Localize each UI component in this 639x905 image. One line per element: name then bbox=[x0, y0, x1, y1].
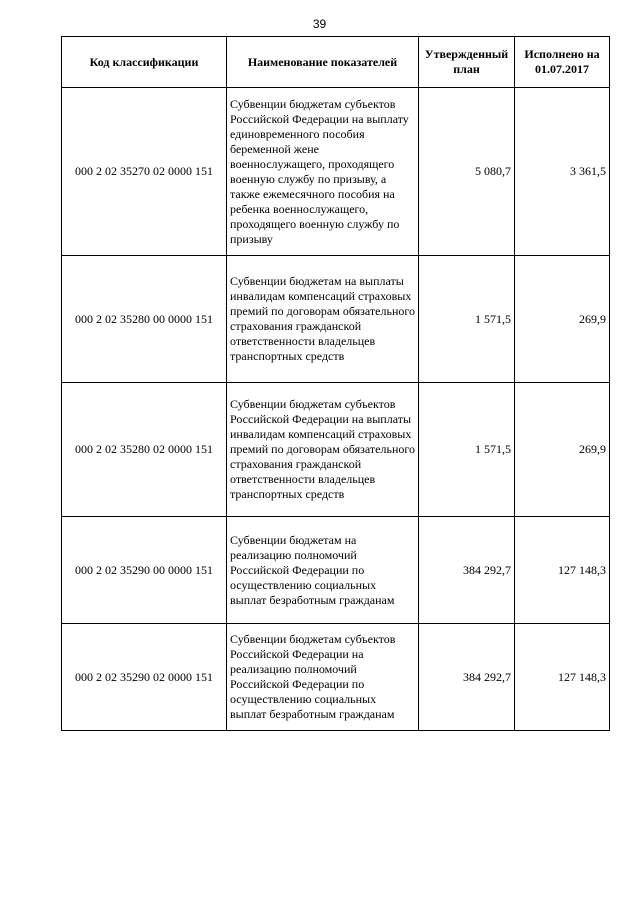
table-row bbox=[62, 624, 610, 731]
table-row bbox=[62, 256, 610, 383]
table-header-row bbox=[62, 37, 610, 88]
row-name: Субвенции бюджетам на выплаты инвалидам компенсаций страховых премий по договорам обязательного страхования гражданской ответственности владельцев транспортных средств bbox=[227, 256, 419, 383]
row-plan: 1 571,5 bbox=[419, 256, 515, 383]
budget-table bbox=[61, 36, 610, 731]
header-name: Наименование показателей bbox=[227, 37, 419, 88]
page-number: 39 bbox=[312, 17, 327, 31]
table-row bbox=[62, 383, 610, 517]
row-done: 269,9 bbox=[515, 256, 610, 383]
row-name: Субвенции бюджетам субъектов Российской Федерации на выплату единовременного пособия беременной жене военнослужащего, проходящего военную службу по призыву, а также ежемесячного пособия на ребенка военнослужащего, проходящего военную службу по призыву bbox=[227, 88, 419, 256]
row-plan: 5 080,7 bbox=[419, 88, 515, 256]
row-plan: 384 292,7 bbox=[419, 624, 515, 731]
row-done: 127 148,3 bbox=[515, 624, 610, 731]
header-plan: Утвержденный план bbox=[419, 37, 515, 88]
row-done: 269,9 bbox=[515, 383, 610, 517]
row-name: Субвенции бюджетам субъектов Российской Федерации на реализацию полномочий Российской Федерации по осуществлению социальных выплат безработным гражданам bbox=[227, 624, 419, 731]
row-plan: 384 292,7 bbox=[419, 517, 515, 624]
row-done: 127 148,3 bbox=[515, 517, 610, 624]
row-code: 000 2 02 35280 00 0000 151 bbox=[62, 256, 227, 383]
row-code: 000 2 02 35270 02 0000 151 bbox=[62, 88, 227, 256]
row-code: 000 2 02 35290 00 0000 151 bbox=[62, 517, 227, 624]
row-done: 3 361,5 bbox=[515, 88, 610, 256]
table-row bbox=[62, 517, 610, 624]
row-code: 000 2 02 35290 02 0000 151 bbox=[62, 624, 227, 731]
row-code: 000 2 02 35280 02 0000 151 bbox=[62, 383, 227, 517]
table-row bbox=[62, 88, 610, 256]
row-name: Субвенции бюджетам субъектов Российской Федерации на выплаты инвалидам компенсаций страховых премий по договорам обязательного страхования гражданской ответственности владельцев транспортных средств bbox=[227, 383, 419, 517]
row-plan: 1 571,5 bbox=[419, 383, 515, 517]
row-name: Субвенции бюджетам на реализацию полномочий Российской Федерации по осуществлению социальных выплат безработным гражданам bbox=[227, 517, 419, 624]
header-code: Код классификации bbox=[62, 37, 227, 88]
header-done: Исполнено на 01.07.2017 bbox=[515, 37, 610, 88]
